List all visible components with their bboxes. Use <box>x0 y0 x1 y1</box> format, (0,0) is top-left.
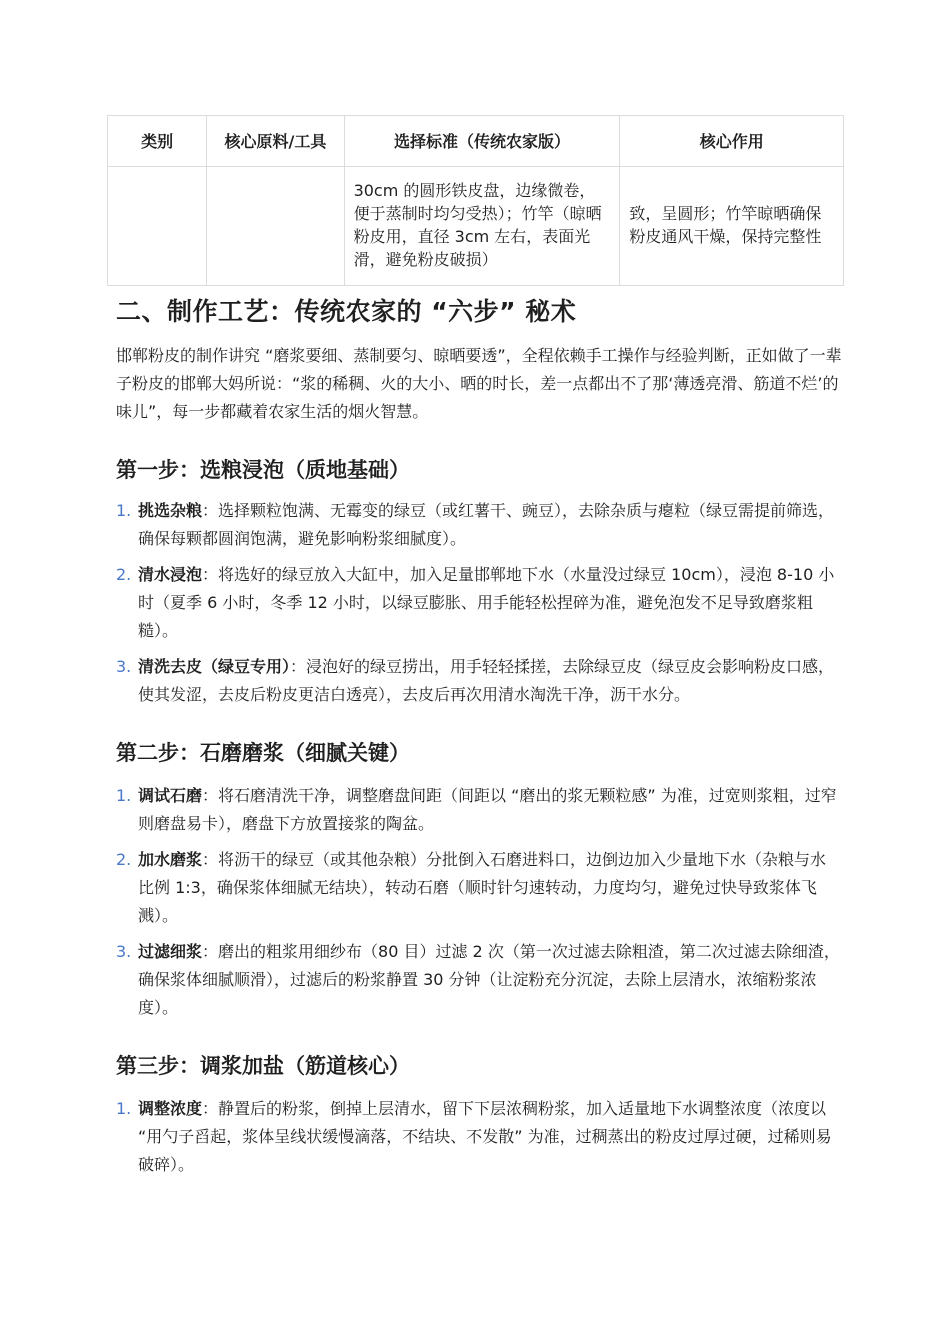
list-item <box>116 497 840 553</box>
header-criteria: 选择标准（传统农家版） <box>344 116 620 167</box>
list-item <box>116 938 840 1022</box>
item-text: ：磨出的粗浆用细纱布（80 目）过滤 2 次（第一次过滤去除粗渣，第二次过滤去除细渣，确保浆体细腻顺滑），过滤后的粉浆静置 30 分钟（让淀粉充分沉淀，去除上层清水，浓缩粉浆浓度）。 <box>138 942 840 1017</box>
list-number: 3. <box>116 657 132 676</box>
cell-criteria: 30cm 的圆形铁皮盘，边缘微卷，便于蒸制时均匀受热）；竹竿（晾晒粉皮用，直径 3cm 左右，表面光滑，避免粉皮破损） <box>344 167 620 286</box>
list-item <box>116 846 840 930</box>
item-keyword: 过滤细浆 <box>138 942 203 961</box>
header-function: 核心作用 <box>620 116 844 167</box>
list-number: 2. <box>116 850 132 869</box>
list-number: 1. <box>116 501 132 520</box>
list-item <box>116 782 840 838</box>
item-text: ：将石磨清洗干净，调整磨盘间距（间距以 “磨出的浆无颗粒感” 为准，过宽则浆粗，过窄则磨盘易卡），磨盘下方放置接浆的陶盆。 <box>138 786 837 833</box>
materials-table <box>107 115 844 286</box>
step-1-title: 第一步：选粮浸泡（质地基础） <box>116 458 410 482</box>
section-title: 二、制作工艺：传统农家的 “六步” 秘术 <box>116 297 577 326</box>
item-text: ：浸泡好的绿豆捞出，用手轻轻揉搓，去除绿豆皮（绿豆皮会影响粉皮口感，使其发涩，去皮后粉皮更洁白透亮），去皮后再次用清水淘洗干净，沥干水分。 <box>138 657 835 704</box>
item-text: ：将选好的绿豆放入大缸中，加入足量邯郸地下水（水量没过绿豆 10cm），浸泡 8-10 小时（夏季 6 小时，冬季 12 小时，以绿豆膨胀、用手能轻松捏碎为准，避免泡发不足导致磨浆粗糙）。 <box>138 565 835 640</box>
cell-function: 致，呈圆形；竹竿晾晒确保粉皮通风干燥，保持完整性 <box>620 167 844 286</box>
item-text: ：选择颗粒饱满、无霉变的绿豆（或红薯干、豌豆），去除杂质与瘪粒（绿豆需提前筛选，确保每颗都圆润饱满，避免影响粉浆细腻度）。 <box>138 501 835 548</box>
step-3-title: 第三步：调浆加盐（筋道核心） <box>116 1054 410 1078</box>
table-row <box>108 167 844 286</box>
step-3-list <box>116 1095 840 1187</box>
step-2-title: 第二步：石磨磨浆（细腻关键） <box>116 741 410 765</box>
cell-materials <box>207 167 344 286</box>
item-text: ：静置后的粉浆，倒掉上层清水，留下下层浓稠粉浆，加入适量地下水调整浓度（浓度以 “用勺子舀起，浆体呈线状缓慢滴落，不结块、不发散” 为准，过稠蒸出的粉皮过厚过硬，过稀则易破碎）。 <box>138 1099 832 1174</box>
list-item <box>116 1095 840 1179</box>
item-keyword: 清洗去皮（绿豆专用） <box>138 657 291 676</box>
item-keyword: 调整浓度 <box>138 1099 203 1118</box>
step-1-list <box>116 497 840 717</box>
list-item <box>116 561 840 645</box>
list-number: 1. <box>116 1099 132 1118</box>
step-2-list <box>116 782 840 1030</box>
cell-category <box>108 167 207 286</box>
item-keyword: 调试石磨 <box>138 786 203 805</box>
header-category: 类别 <box>108 116 207 167</box>
list-number: 3. <box>116 942 132 961</box>
header-materials: 核心原料/工具 <box>207 116 344 167</box>
table-header-row <box>108 116 844 167</box>
item-keyword: 清水浸泡 <box>138 565 203 584</box>
item-keyword: 挑选杂粮 <box>138 501 203 520</box>
item-text: ：将沥干的绿豆（或其他杂粮）分批倒入石磨进料口，边倒边加入少量地下水（杂粮与水比例 1:3，确保浆体细腻无结块），转动石磨（顺时针匀速转动，力度均匀，避免过快导致浆体飞溅）。 <box>138 850 827 925</box>
section-intro: 邯郸粉皮的制作讲究 “磨浆要细、蒸制要匀、晾晒要透”，全程依赖手工操作与经验判断，正如做了一辈子粉皮的邯郸大妈所说：“浆的稀稠、火的大小、晒的时长，差一点都出不了那‘薄透亮滑、筋道不烂’的味儿”，每一步都藏着农家生活的烟火智慧。 <box>116 346 842 421</box>
list-number: 1. <box>116 786 132 805</box>
item-keyword: 加水磨浆 <box>138 850 203 869</box>
list-number: 2. <box>116 565 132 584</box>
list-item <box>116 653 840 709</box>
